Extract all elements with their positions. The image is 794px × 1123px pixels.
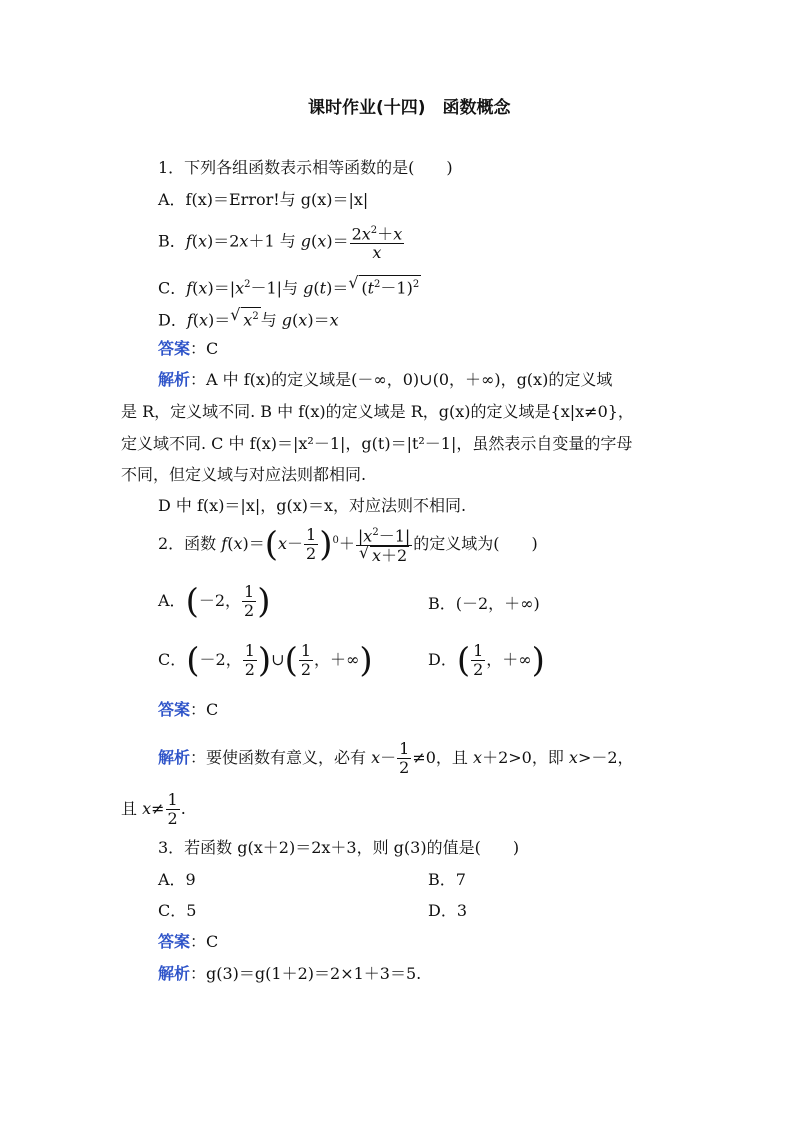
q1-option-a: A．f(x)＝Error!与 g(x)＝|x| [158,190,369,209]
analysis-label: 解析 [158,748,191,767]
q1-analysis-line-5: D 中 f(x)＝|x|，g(x)＝x，对应法则不相同. [158,496,467,515]
q2-option-a: A．(－2， $\frac{1}{2}$ ) [158,581,271,622]
analysis-label: 解析 [158,964,191,983]
analysis-text: ：g(3)＝g(1＋2)＝2×1＋3＝5. [190,964,422,983]
answer-value: ：C [190,932,219,951]
page-title: 课时作业(十四) 函数概念 [308,98,511,118]
answer-value: ：C [190,339,219,358]
q3-option-b: B．7 [428,870,466,889]
q2-analysis-line-1: 解析：要使函数有意义，必有 x－ $\frac{1}{2}$ ≠0，且 x＋2>0，即 x>－2， [158,739,634,777]
q2-stem: 2．函数 f(x)＝(x－ $\frac{1}{2}$ )$^0$＋ $|x^2-1|$ √ x＋2 的定义域为( ) [158,524,538,565]
q1-option-b: B．f(x)＝2x＋1 与 g(x)＝ $\frac{2x^2+x}{x}$ [158,222,405,262]
q1-analysis-line-4: 不同，但定义域与对应法则都相同. [121,465,367,484]
answer-label: 答案 [158,932,191,951]
q3-stem: 3．若函数 g(x＋2)＝2x＋3，则 g(3)的值是( ) [158,838,520,857]
q2-answer [158,700,218,720]
q2-analysis-line-2: 且 x≠ $\frac{1}{2}$ . [121,790,186,828]
q1-option-c: C．$f(x)=|x^2-1|$与 g(t)＝√ $(t^2-1)^2$ [158,275,421,298]
q3-answer [158,932,218,952]
q1-analysis-line-2: 是 R，定义域不同. B 中 f(x)的定义域是 R，g(x)的定义域是{x|x≠0}， [121,402,634,421]
q3-option-d: D．3 [428,901,468,920]
q2-option-d: D．( $\frac{1}{2}$ ，＋∞) [428,640,545,681]
answer-value: ：C [190,700,219,719]
q3-option-a: A．9 [158,870,196,889]
answer-label: 答案 [158,700,191,719]
answer-label: 答案 [158,339,191,358]
q3-analysis [158,964,421,984]
q2-option-c: C．(－2， $\frac{1}{2}$ )∪( $\frac{1}{2}$ ，＋∞) [158,640,373,681]
q3-option-c: C．5 [158,901,197,920]
q1-stem: 1．下列各组函数表示相等函数的是( ) [158,158,453,177]
q2-option-b: B．(－2，＋∞) [428,594,540,613]
q1-option-d: D．f(x)＝√ $x^2$ 与 g(x)＝x [158,307,339,330]
q1-answer [158,339,218,359]
analysis-text: ：A 中 f(x)的定义域是(－∞，0)∪(0，＋∞)，g(x)的定义域 [190,370,613,389]
q1-analysis-line-1 [158,370,612,390]
q1-analysis-line-3: 定义域不同. C 中 f(x)＝|x²－1|，g(t)＝|t²－1|，虽然表示自变量的字母 [121,434,633,453]
analysis-label: 解析 [158,370,191,389]
